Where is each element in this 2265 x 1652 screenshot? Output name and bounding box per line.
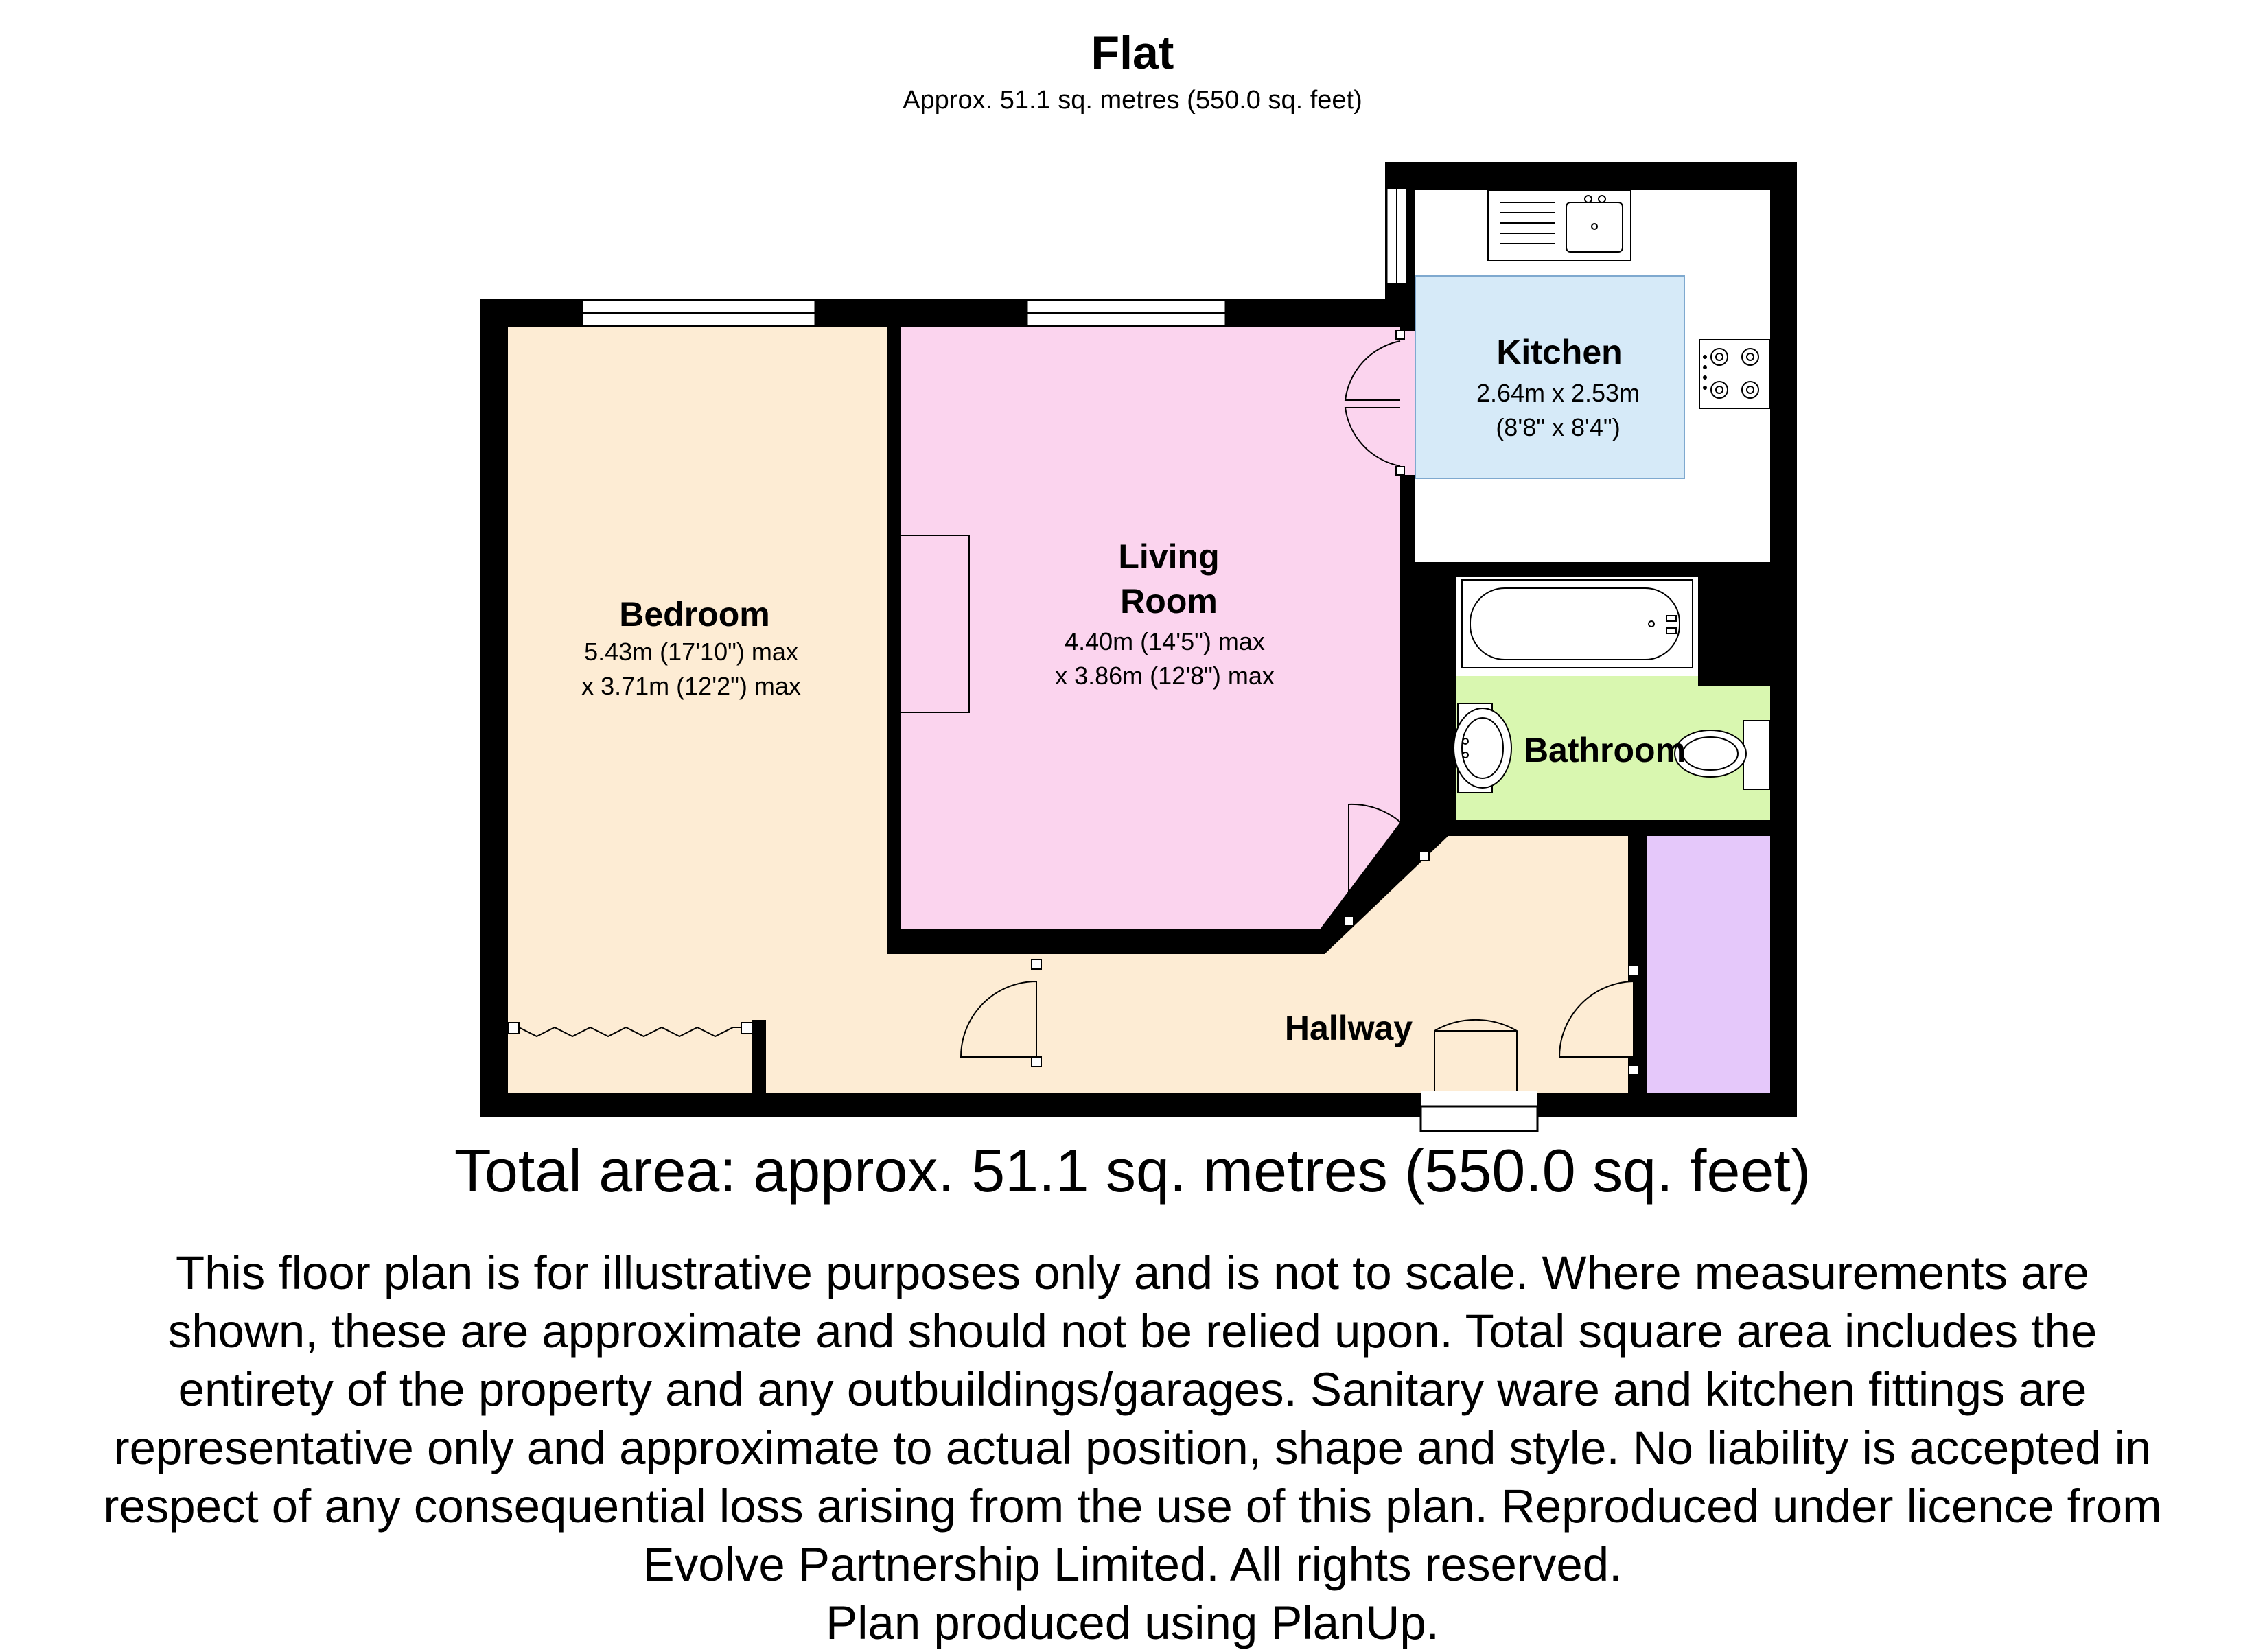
- hob: [1699, 340, 1770, 408]
- bedroom-dim2: x 3.71m (12'2") max: [581, 672, 801, 700]
- living-room-name-line1: Living: [1118, 537, 1220, 576]
- plan-title: Flat: [1091, 27, 1174, 79]
- living-room-name-line2: Room: [1120, 582, 1218, 620]
- front-door-sill: [1421, 1106, 1537, 1131]
- bedroom-dim1: 5.43m (17'10") max: [584, 638, 798, 666]
- chimney-breast: [901, 535, 969, 712]
- disclaimer: [0, 1244, 2265, 1652]
- disclaimer-line: Evolve Partnership Limited. All rights reserved.: [642, 1538, 1623, 1591]
- bedroom-window: [582, 300, 815, 326]
- living-room-dim1: 4.40m (14'5") max: [1065, 627, 1265, 655]
- kitchen-dim1: 2.64m x 2.53m: [1476, 379, 1640, 407]
- disclaimer-line: shown, these are approximate and should not be relied upon. Total square area includes the: [167, 1305, 2098, 1358]
- disclaimer-line: Plan produced using PlanUp.: [826, 1596, 1439, 1649]
- bathtub: [1462, 580, 1693, 668]
- bathroom-name: Bathroom: [1523, 731, 1686, 769]
- kitchen-dim2: (8'8" x 8'4"): [1496, 413, 1621, 441]
- storage-cupboard: [1647, 836, 1770, 1093]
- disclaimer-line: entirety of the property and any outbuildings/garages. Sanitary ware and kitchen fittings are: [178, 1363, 2087, 1416]
- bedroom-hall-opening: [762, 1027, 887, 1093]
- kitchen-area-highlight: [1415, 276, 1684, 478]
- plan-subtitle: Approx. 51.1 sq. metres (550.0 sq. feet): [903, 86, 1362, 115]
- bedroom-floor: [508, 327, 887, 1093]
- kitchen-window: [1386, 188, 1407, 284]
- disclaimer-line: respect of any consequential loss arising from the use of this plan. Reproduced under licence from: [103, 1480, 2162, 1533]
- living-room-window: [1027, 300, 1226, 326]
- total-area: Total area: approx. 51.1 sq. metres (550.0 sq. feet): [454, 1137, 1811, 1205]
- hallway-name: Hallway: [1284, 1009, 1413, 1047]
- boiler-cupboard: [1698, 577, 1770, 686]
- bedroom-name: Bedroom: [619, 595, 770, 633]
- kitchen-sink: [1488, 191, 1631, 261]
- disclaimer-line: This floor plan is for illustrative purposes only and is not to scale. Where measurements are: [175, 1246, 2090, 1299]
- disclaimer-line: representative only and approximate to actual position, shape and style. No liability is accepted in: [113, 1421, 2152, 1474]
- living-room-dim2: x 3.86m (12'8") max: [1055, 662, 1275, 690]
- kitchen-name: Kitchen: [1496, 333, 1623, 371]
